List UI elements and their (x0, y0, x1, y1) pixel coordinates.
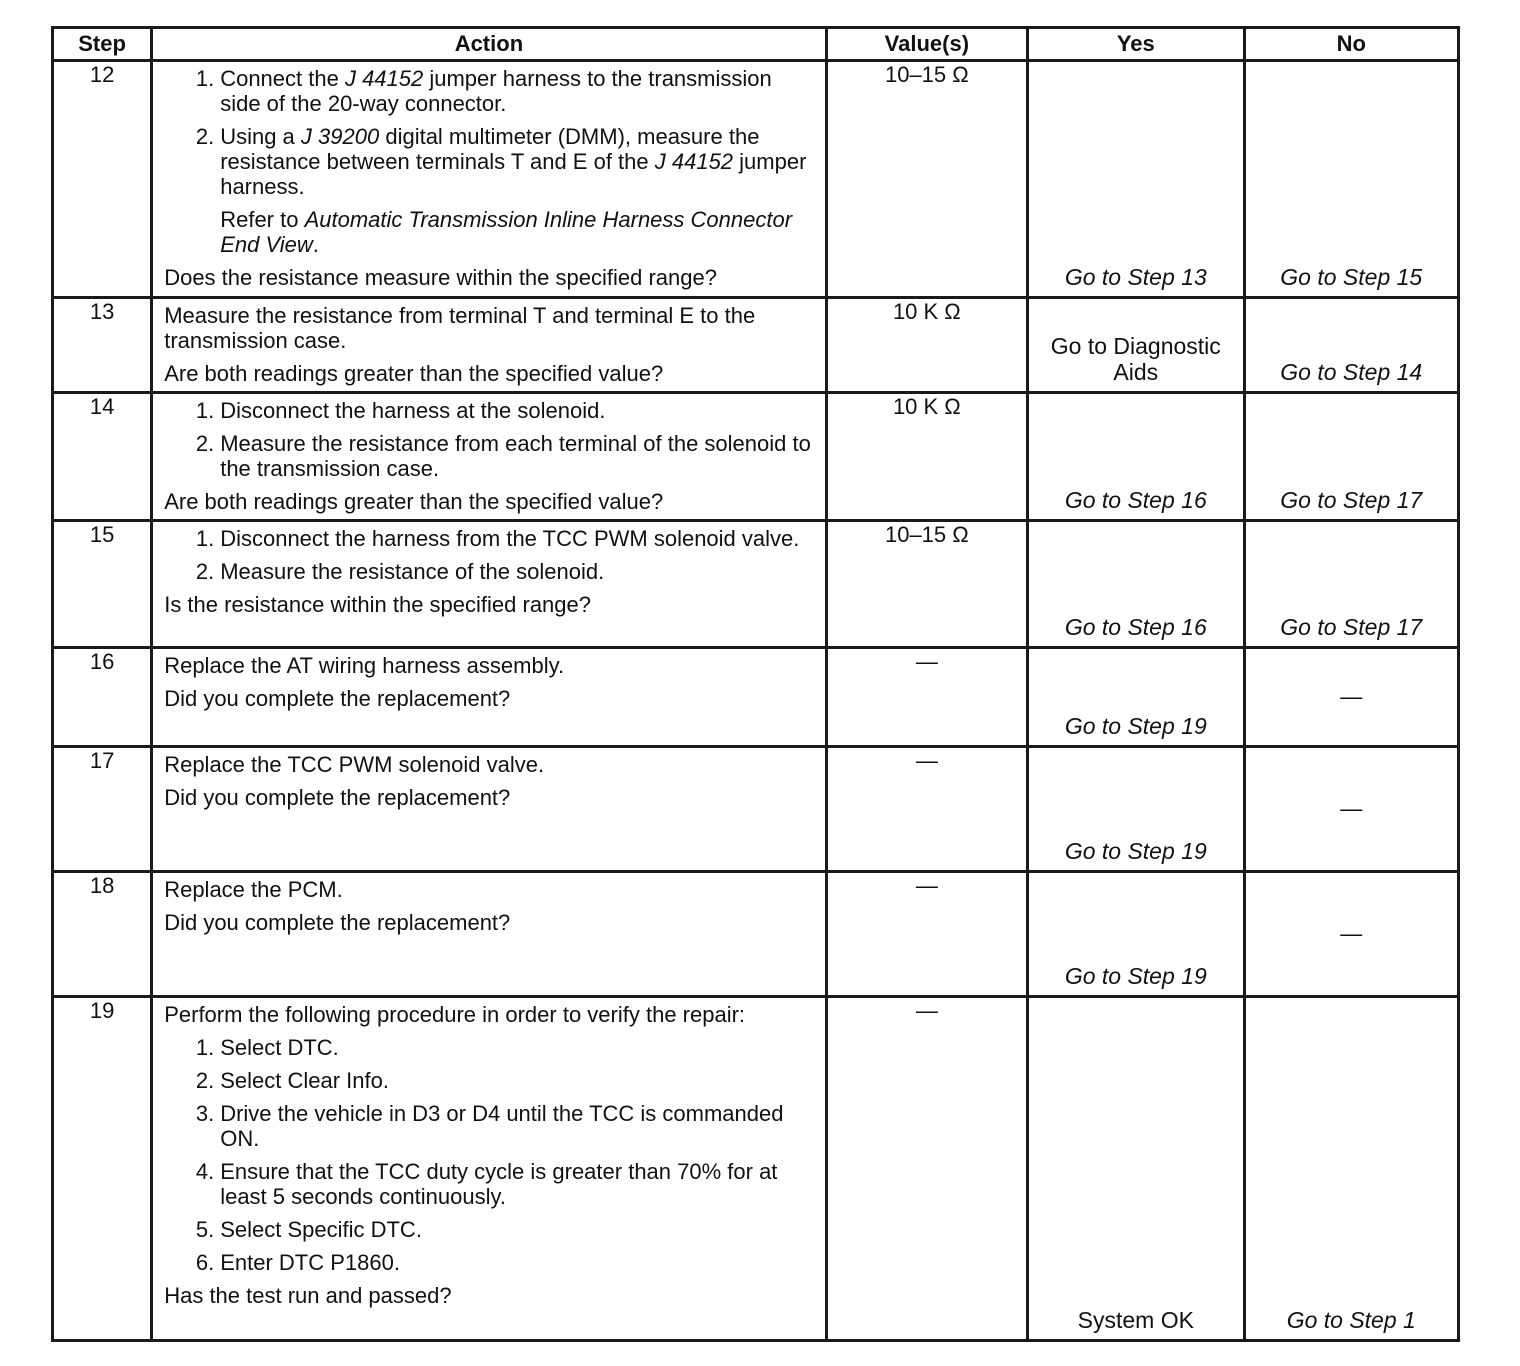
action-steps (164, 1035, 814, 1275)
action-text: Perform the following procedure in order to verify the repair: (164, 1002, 746, 1027)
yes-cell (1028, 393, 1244, 521)
refer-note: Refer to Automatic Transmission Inline Harness Connector End View. (220, 207, 793, 257)
yes-cell (1028, 747, 1244, 872)
step-number: 19 (53, 997, 152, 1341)
yes-cell (1028, 997, 1244, 1341)
step-number: 17 (53, 747, 152, 872)
table-row (53, 872, 1459, 997)
action-text: Measure the resistance from terminal T and terminal E to the transmission case. (164, 303, 756, 353)
action-question: Are both readings greater than the specified value? (164, 361, 664, 386)
action-cell (152, 521, 826, 648)
action-question: Does the resistance measure within the specified range? (164, 265, 717, 290)
table-row (53, 298, 1459, 393)
yes-result: Go to Step 19 (1064, 713, 1207, 739)
no-cell (1244, 997, 1458, 1341)
no-result: Go to Step 14 (1280, 359, 1423, 385)
value-cell: 10 K Ω (826, 393, 1027, 521)
list-item: 3. Drive the vehicle in D3 or D4 until the TCC is commanded ON. (195, 1101, 784, 1151)
no-result: — (1340, 796, 1363, 821)
no-result: Go to Step 17 (1280, 487, 1423, 513)
action-steps (164, 398, 814, 481)
list-item: 1. Disconnect the harness from the TCC PWM solenoid valve. (195, 526, 800, 551)
no-cell (1244, 872, 1458, 997)
header-yes: Yes (1028, 28, 1244, 61)
no-cell (1244, 747, 1458, 872)
action-cell (152, 393, 826, 521)
value-cell: 10 K Ω (826, 298, 1027, 393)
table-row (53, 61, 1459, 298)
list-item: 2. Measure the resistance of the solenoid. (195, 559, 605, 584)
table-row (53, 393, 1459, 521)
value-cell: 10–15 Ω (826, 521, 1027, 648)
table-row (53, 997, 1459, 1341)
action-cell (152, 298, 826, 393)
list-item: 1. Connect the J 44152 jumper harness to the transmission side of the 20-way connector. (195, 66, 772, 116)
action-text: Replace the PCM. (164, 877, 343, 902)
yes-result: Go to Step 16 (1064, 614, 1207, 640)
no-cell (1244, 298, 1458, 393)
step-number: 13 (53, 298, 152, 393)
header-step: Step (53, 28, 152, 61)
value-cell: 10–15 Ω (826, 61, 1027, 298)
no-result: — (1340, 684, 1363, 709)
list-item: 4. Ensure that the TCC duty cycle is greater than 70% for at least 5 seconds continuously. (195, 1159, 778, 1209)
action-steps (164, 526, 814, 584)
action-cell (152, 747, 826, 872)
action-cell (152, 648, 826, 747)
no-result: Go to Step 15 (1280, 264, 1423, 290)
action-question: Did you complete the replacement? (164, 785, 511, 810)
no-cell (1244, 393, 1458, 521)
no-result: Go to Step 1 (1286, 1307, 1416, 1333)
yes-cell (1028, 648, 1244, 747)
step-number: 18 (53, 872, 152, 997)
action-steps (164, 66, 814, 199)
list-item: 1. Disconnect the harness at the solenoid. (195, 398, 606, 423)
action-text: Replace the TCC PWM solenoid valve. (164, 752, 545, 777)
step-number: 14 (53, 393, 152, 521)
step-number: 16 (53, 648, 152, 747)
header-action: Action (152, 28, 826, 61)
action-cell (152, 872, 826, 997)
header-no: No (1244, 28, 1458, 61)
action-text: Replace the AT wiring harness assembly. (164, 653, 565, 678)
list-item: 2. Measure the resistance from each terminal of the solenoid to the transmission case. (195, 431, 811, 481)
yes-result: Go to Step 19 (1064, 838, 1207, 864)
list-item: 1. Select DTC. (195, 1035, 339, 1060)
table-row (53, 747, 1459, 872)
list-item: 2. Select Clear Info. (195, 1068, 389, 1093)
action-cell (152, 61, 826, 298)
no-result: — (1340, 921, 1363, 946)
yes-result: Go to Diagnostic Aids (1050, 333, 1221, 385)
action-question: Did you complete the replacement? (164, 686, 511, 711)
header-row (53, 28, 1459, 61)
yes-cell (1028, 872, 1244, 997)
yes-result: Go to Step 16 (1064, 487, 1207, 513)
diagnostic-table (51, 26, 1460, 1342)
value-cell: — (826, 997, 1027, 1341)
list-item: 5. Select Specific DTC. (195, 1217, 422, 1242)
no-cell (1244, 61, 1458, 298)
no-cell (1244, 521, 1458, 648)
yes-result: Go to Step 19 (1064, 963, 1207, 989)
yes-cell (1028, 298, 1244, 393)
no-cell (1244, 648, 1458, 747)
action-question: Did you complete the replacement? (164, 910, 511, 935)
action-cell (152, 997, 826, 1341)
header-values: Value(s) (826, 28, 1027, 61)
value-cell: — (826, 747, 1027, 872)
value-cell: — (826, 872, 1027, 997)
yes-cell (1028, 61, 1244, 298)
step-number: 12 (53, 61, 152, 298)
list-item: 6. Enter DTC P1860. (195, 1250, 400, 1275)
yes-result: System OK (1077, 1307, 1194, 1333)
action-question: Has the test run and passed? (164, 1283, 452, 1308)
yes-result: Go to Step 13 (1064, 264, 1207, 290)
action-question: Are both readings greater than the specified value? (164, 489, 664, 514)
step-number: 15 (53, 521, 152, 648)
table-row (53, 521, 1459, 648)
list-item: 2. Using a J 39200 digital multimeter (DMM), measure the resistance between terminals T and E of the J 44152 jumper harness. (195, 124, 807, 199)
value-cell: — (826, 648, 1027, 747)
action-question: Is the resistance within the specified range? (164, 592, 592, 617)
no-result: Go to Step 17 (1280, 614, 1423, 640)
yes-cell (1028, 521, 1244, 648)
table-row (53, 648, 1459, 747)
